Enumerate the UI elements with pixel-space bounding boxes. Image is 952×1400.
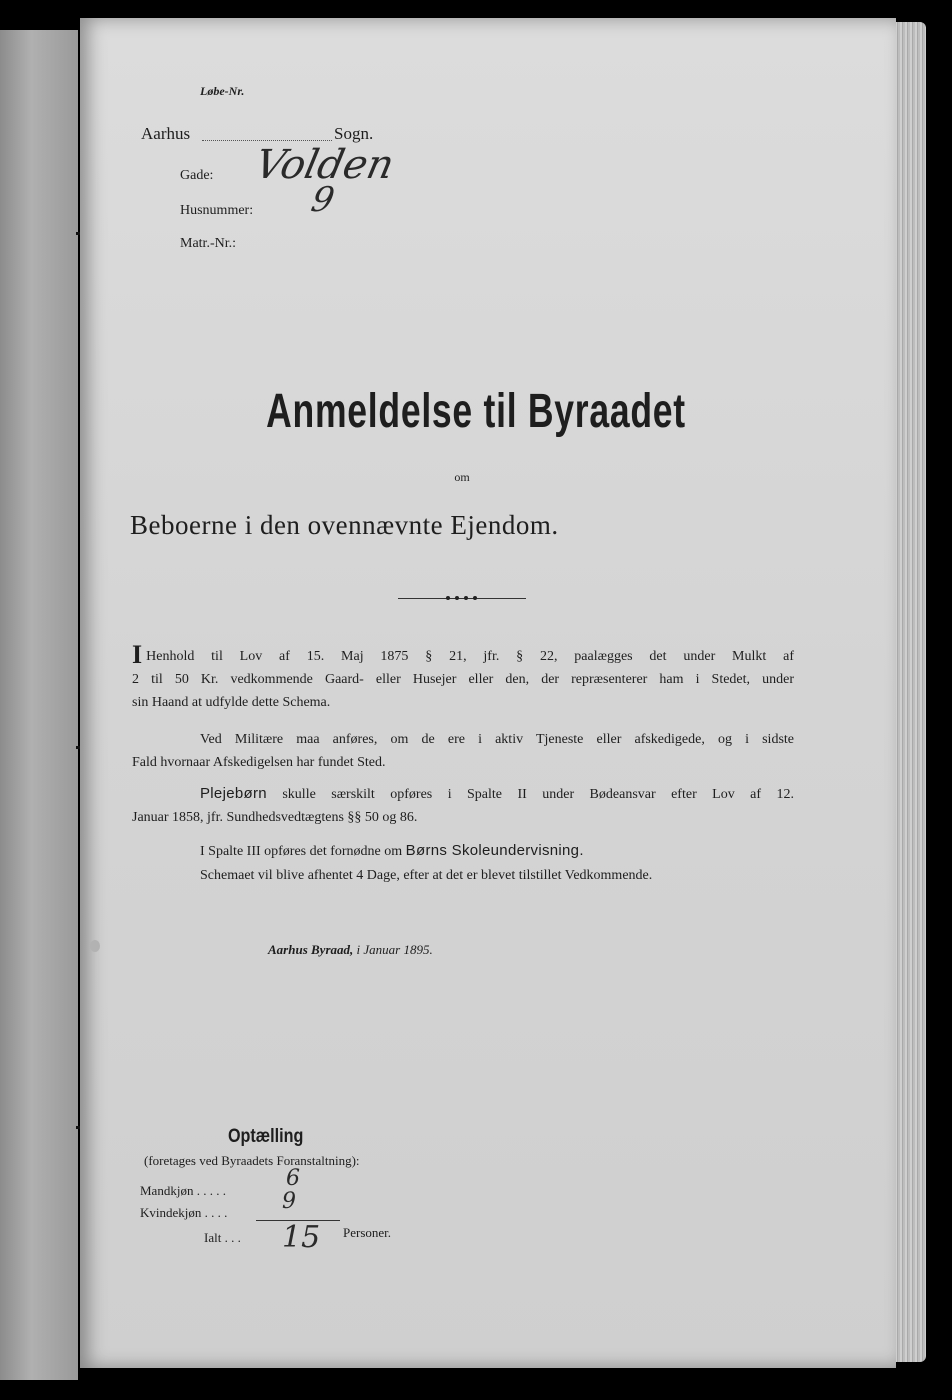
p2-line1: Ved Militære maa anføres, om de ere i aktiv Tjeneste eller afskedigede, og i sidste xyxy=(200,732,794,747)
house-number-label: Husnummer: xyxy=(180,203,254,218)
binding-mark xyxy=(76,1126,80,1129)
p1-line1: Henhold til Lov af 15. Maj 1875 § 21, jfr. § 22, paalægges det under Mulkt af xyxy=(146,649,794,664)
binding-mark xyxy=(76,746,80,749)
street-value-handwritten: Volden xyxy=(251,142,399,188)
lobe-nr-label: Løbe-Nr. xyxy=(200,84,245,98)
matr-label: Matr.-Nr.: xyxy=(180,236,236,251)
parish-suffix: Sogn. xyxy=(334,124,374,143)
total-value-handwritten: 15 xyxy=(282,1220,321,1255)
p4-emphasis: Børns Skoleundervisning. xyxy=(405,842,584,859)
dropcap: I xyxy=(132,640,143,669)
signature-org: Aarhus Byraad, xyxy=(268,942,354,957)
male-label: Mandkjøn . . . . . xyxy=(140,1183,226,1198)
instructions-paragraph-2 xyxy=(132,728,794,774)
instructions-paragraph-5 xyxy=(132,864,794,887)
total-label: Ialt . . . xyxy=(204,1230,241,1245)
p2-line2: Fald hvornaar Afskedigelsen har fundet Sted. xyxy=(132,755,386,770)
previous-page-edge xyxy=(0,30,78,1380)
count-subtitle: (foretages ved Byraadets Foranstaltning): xyxy=(144,1153,360,1168)
female-label: Kvindekjøn . . . . xyxy=(140,1205,228,1220)
document-subtitle: Beboerne i den ovennævnte Ejendom. xyxy=(130,510,559,540)
total-suffix: Personer. xyxy=(343,1225,392,1240)
parish-city: Aarhus xyxy=(141,124,191,143)
male-value-handwritten: 6 xyxy=(286,1166,300,1191)
signature-line xyxy=(268,942,433,958)
page-hole xyxy=(90,940,100,952)
title-connector: om xyxy=(454,470,470,484)
instructions-paragraph-3 xyxy=(132,782,794,829)
p1-line3: sin Haand at udfylde dette Schema. xyxy=(132,695,331,710)
instructions-paragraph-1 xyxy=(132,640,794,714)
count-title: Optælling xyxy=(228,1126,304,1147)
p1-line2: 2 til 50 Kr. vedkommende Gaard- eller Husejer eller den, der repræsenterer ham i Stedet, under xyxy=(132,672,794,687)
female-value-handwritten: 9 xyxy=(282,1189,296,1214)
document-title: Anmeldelse til Byraadet xyxy=(266,385,686,438)
parish-dotted-line xyxy=(202,140,332,141)
instructions-paragraph-4 xyxy=(132,839,794,863)
p3-line2: Januar 1858, jfr. Sundhedsvedtægtens §§ 50 og 86. xyxy=(132,810,418,825)
ornament-divider xyxy=(398,596,526,602)
p3-emphasis: Plejebørn xyxy=(200,785,267,802)
signature-date: i Januar 1895. xyxy=(356,942,433,957)
street-label: Gade: xyxy=(180,168,214,183)
p4-start: I Spalte III opføres det fornødne om xyxy=(200,844,403,859)
p5: Schemaet vil blive afhentet 4 Dage, efter at det er blevet tilstillet Vedkommende. xyxy=(200,868,653,883)
house-number-handwritten: 9 xyxy=(307,180,338,220)
p3-line1: skulle særskilt opføres i Spalte II under Bødeansvar efter Lov af 12. xyxy=(282,787,794,802)
binding-mark xyxy=(76,232,80,235)
